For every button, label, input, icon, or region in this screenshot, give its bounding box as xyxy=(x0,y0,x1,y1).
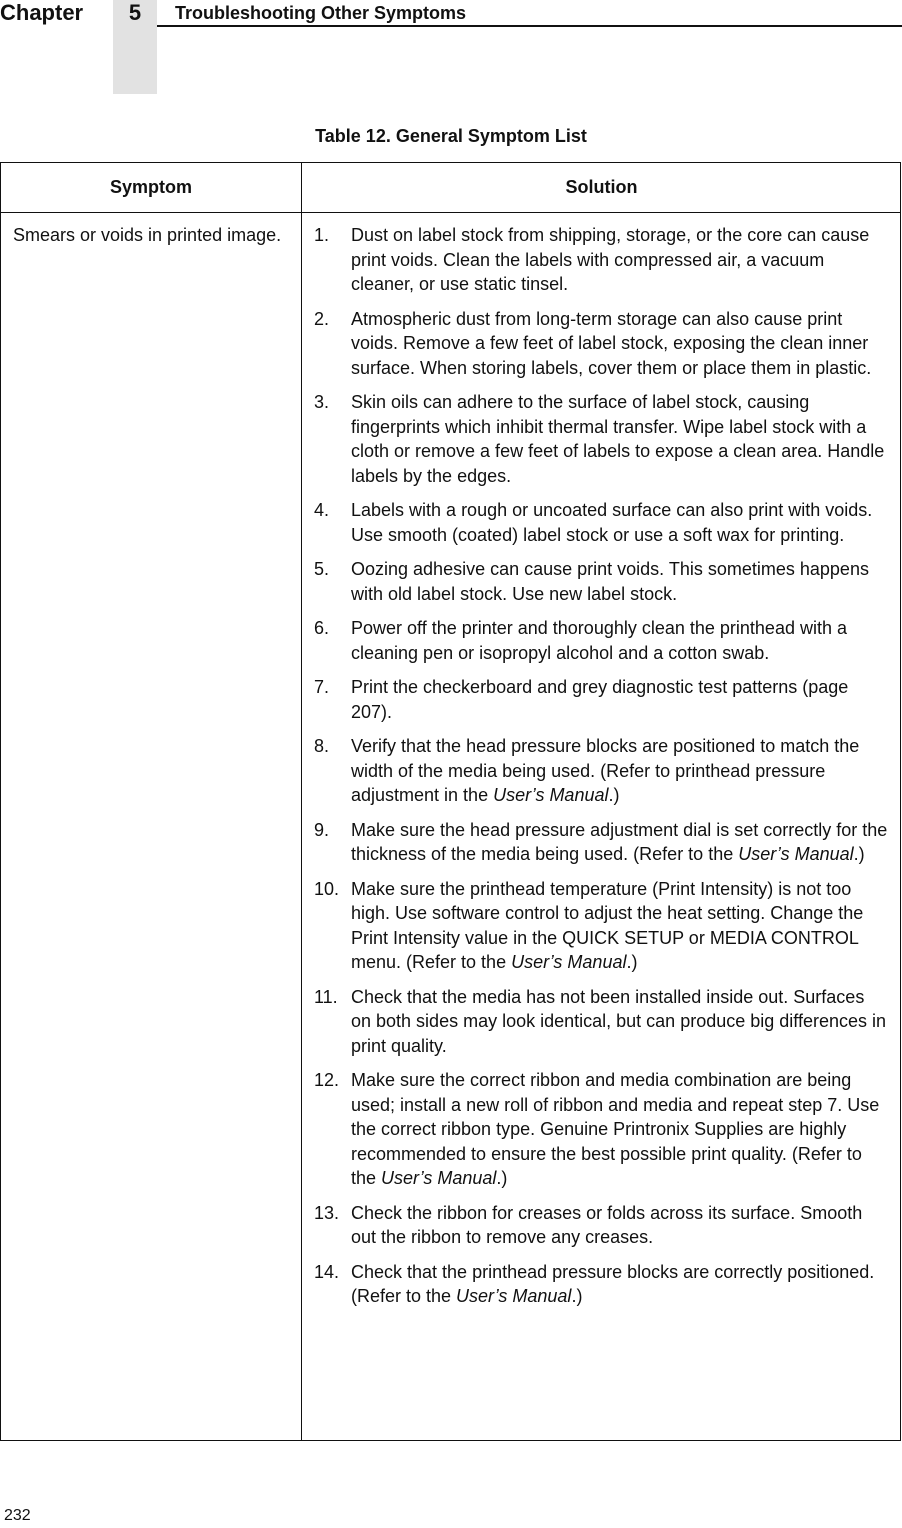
solution-text: Oozing adhesive can cause print voids. This sometimes happens with old label stock. Use new label stock. xyxy=(351,559,869,604)
chapter-tab xyxy=(113,0,157,94)
solution-item xyxy=(314,307,888,381)
solution-text: Power off the printer and thoroughly clean the printhead with a cleaning pen or isopropyl alcohol and a cotton swab. xyxy=(351,618,847,663)
solution-text: Make sure the correct ribbon and media combination are being used; install a new roll of ribbon and media and repeat step 7. Use the correct ribbon type. Genuine Printronix Supplies are highly recommended to ensure the best possible print quality. (Refer to the xyxy=(351,1070,880,1188)
solution-number: 8. xyxy=(314,736,330,756)
reference-close: .) xyxy=(608,785,620,805)
solution-number: 14. xyxy=(314,1261,340,1282)
section-title: Troubleshooting Other Symptoms xyxy=(175,3,467,23)
solution-number: 1. xyxy=(314,225,330,245)
solution-text: Verify that the head pressure blocks are positioned to match the width of the media being used. (Refer to printhead pressure adjustment in the xyxy=(351,736,860,805)
solution-item xyxy=(314,675,888,724)
solution-item xyxy=(314,390,888,488)
manual-reference: User’s Manual xyxy=(381,1168,497,1188)
reference-close: .) xyxy=(496,1168,508,1188)
header-divider xyxy=(1,212,900,213)
solution-text: Print the checkerboard and grey diagnostic test patterns (page 207). xyxy=(351,677,849,722)
solution-text: Skin oils can adhere to the surface of label stock, causing fingerprints which inhibit thermal transfer. Wipe label stock with a cloth or remove a few feet of labels to expose a clean area. Handle labels by the edges. xyxy=(351,392,885,486)
solution-list xyxy=(314,223,888,1319)
solution-column-header: Solution xyxy=(565,177,638,197)
solution-text: Make sure the head pressure adjustment dial is set correctly for the thickness of the media being used. (Refer to the xyxy=(351,819,888,864)
column-divider xyxy=(301,163,302,1440)
symptom-table xyxy=(0,162,901,1441)
solution-text: Make sure the printhead temperature (Print Intensity) is not too high. Use software control to adjust the heat setting. Change the Print Intensity value in the QUICK SETUP or MEDIA CONTROL menu. (Refer to the xyxy=(351,878,864,972)
manual-reference: User’s Manual xyxy=(511,952,627,972)
solution-item xyxy=(314,616,888,665)
solution-text: Check the ribbon for creases or folds across its surface. Smooth out the ribbon to remove any creases. xyxy=(351,1202,863,1247)
solution-number: 11. xyxy=(314,986,338,1007)
solution-item xyxy=(314,1068,888,1191)
solution-text: Check that the printhead pressure blocks are correctly positioned. (Refer to the xyxy=(351,1261,875,1306)
solution-item xyxy=(314,1260,888,1309)
reference-close: .) xyxy=(571,1286,583,1306)
solution-number: 2. xyxy=(314,308,330,329)
header-rule xyxy=(157,25,902,27)
solution-text: Atmospheric dust from long-term storage can also cause print voids. Remove a few feet of label stock, exposing the clean inner surface. When storing labels, cover them or place them in plastic. xyxy=(351,308,872,378)
chapter-number: 5 xyxy=(128,0,142,25)
solution-item xyxy=(314,498,888,547)
table-caption: Table 12. General Symptom List xyxy=(315,126,587,146)
solution-number: 7. xyxy=(314,677,330,697)
manual-reference: User’s Manual xyxy=(738,844,854,864)
solution-text: Dust on label stock from shipping, storage, or the core can cause print voids. Clean the labels with compressed air, a vacuum cleaner, or use static tinsel. xyxy=(351,225,870,294)
solution-number: 9. xyxy=(314,819,330,840)
solution-item xyxy=(314,1201,888,1250)
solution-number: 3. xyxy=(314,392,330,412)
solution-item xyxy=(314,557,888,606)
solution-number: 4. xyxy=(314,500,330,520)
solution-text: Labels with a rough or uncoated surface can also print with voids. Use smooth (coated) label stock or use a soft wax for printing. xyxy=(351,500,873,545)
symptom-column-header: Symptom xyxy=(109,177,192,197)
solution-text: Check that the media has not been installed inside out. Surfaces on both sides may look identical, but can produce big differences in print quality. xyxy=(351,986,886,1056)
chapter-label: Chapter xyxy=(0,0,84,25)
solution-item xyxy=(314,223,888,297)
solution-item xyxy=(314,818,888,867)
page-number: 232 xyxy=(4,1507,31,1524)
solution-number: 5. xyxy=(314,559,330,579)
solution-number: 13. xyxy=(314,1202,340,1223)
solution-number: 10. xyxy=(314,878,340,899)
solution-item xyxy=(314,877,888,975)
reference-close: .) xyxy=(626,952,638,972)
manual-reference: User’s Manual xyxy=(456,1286,572,1306)
solution-number: 6. xyxy=(314,618,330,638)
manual-reference: User’s Manual xyxy=(493,785,609,805)
symptom-cell: Smears or voids in printed image. xyxy=(13,225,282,245)
reference-close: .) xyxy=(853,844,865,864)
solution-number: 12. xyxy=(314,1070,340,1090)
solution-item xyxy=(314,734,888,808)
solution-item xyxy=(314,985,888,1059)
